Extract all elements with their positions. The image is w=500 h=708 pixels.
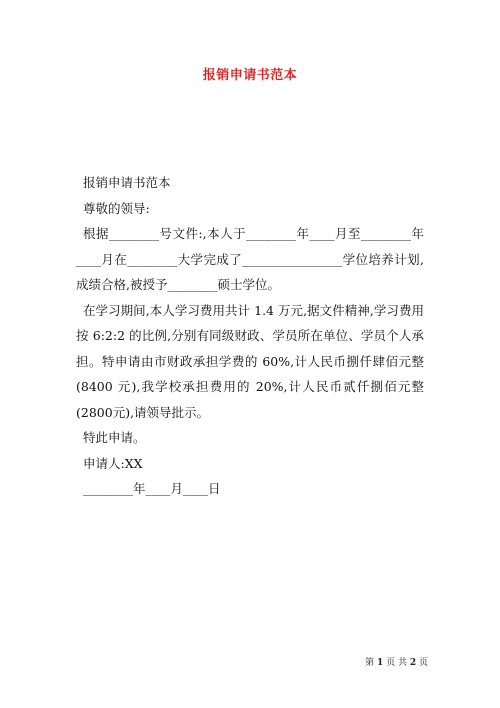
document-body	[76, 170, 424, 502]
paragraph-expenses: 在学习期间,本人学习费用共计 1.4 万元,据文件精神,学习费用按 6:2:2 的比例,分别有同级财政、学员所在单位、学员个人承担。特申请由市财政承担学费的 60%,计人民币捌仟肆佰元整(8400 元),我学校承担费用的 20%,计人民币贰仟捌佰元整(2800元),请领导批示。	[76, 302, 424, 420]
page-suffix: 页	[416, 658, 428, 668]
page-prefix: 第	[365, 658, 377, 668]
page-number	[365, 655, 428, 668]
paragraph-basis: 根据________号文件:,本人于________年____月至________年____月在________大学完成了________________学位培养计划,成绩合格,被授予________硕士学位。	[76, 226, 424, 292]
doc-heading-line: 报销申请书范本	[83, 175, 171, 190]
date-line: ________年____月____日	[83, 481, 221, 496]
salutation: 尊敬的领导:	[83, 200, 150, 216]
applicant: 申请人:XX	[83, 455, 143, 471]
page-current: 1	[377, 658, 384, 668]
closing: 特此申请。	[83, 430, 146, 445]
page-title: 报销申请书范本	[202, 68, 298, 83]
page-middle: 页 共	[383, 658, 410, 668]
page-total: 2	[409, 658, 417, 668]
